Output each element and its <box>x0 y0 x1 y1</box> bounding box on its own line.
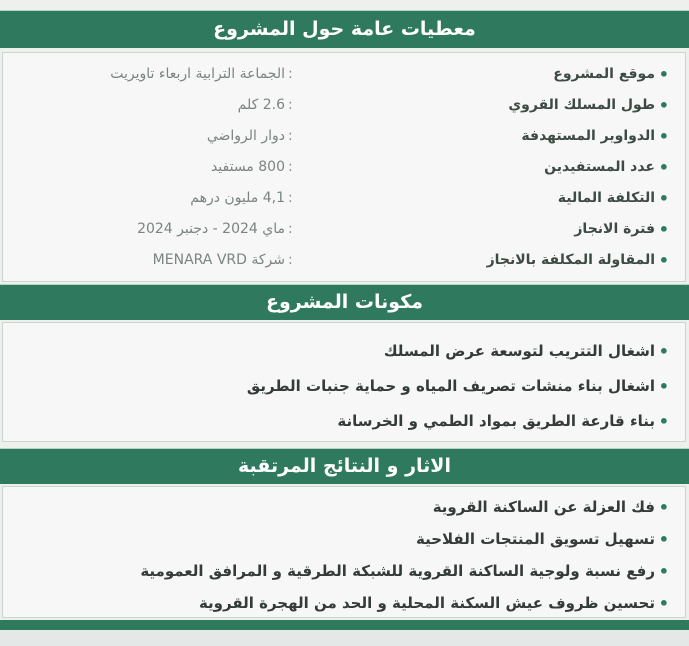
info-row-beneficiaries <box>3 152 685 182</box>
row-value: ماي 2024 - دجنبر 2024 <box>137 221 285 237</box>
bullet-icon: • <box>658 250 669 270</box>
list-item-text: اشغال بناء منشات تصريف المياه و حماية جنبات الطريق <box>246 377 655 395</box>
bullet-icon: • <box>658 157 669 177</box>
row-label: عدد المستفيدين <box>544 159 655 175</box>
bullet-icon: • <box>658 188 669 208</box>
list-item <box>3 370 685 402</box>
list-item <box>3 491 685 523</box>
impacts-header <box>0 448 689 484</box>
list-item <box>3 587 685 619</box>
info-row-location <box>3 59 685 89</box>
row-value: دوار الرواضي <box>206 128 285 144</box>
colon-separator: : <box>288 252 293 268</box>
row-label: المقاولة المكلفة بالانجاز <box>486 252 655 268</box>
bullet-icon: • <box>658 561 669 581</box>
row-label: موقع المشروع <box>553 66 655 82</box>
list-item-text: اشغال التتريب لتوسعة عرض المسلك <box>383 342 655 360</box>
colon-separator: : <box>288 159 293 175</box>
list-item <box>3 555 685 587</box>
list-item <box>3 405 685 437</box>
list-item-text: بناء قارعة الطريق بمواد الطمي و الخرسانة <box>337 412 655 430</box>
row-label: طول المسلك القروي <box>508 97 655 113</box>
list-item <box>3 335 685 367</box>
bullet-icon: • <box>658 411 669 431</box>
bullet-icon: • <box>658 593 669 613</box>
bottom-bar <box>0 620 689 630</box>
row-value: شركة MENARA VRD <box>152 252 285 268</box>
general-info-title: معطيات عامة حول المشروع <box>213 18 476 40</box>
info-row-contractor <box>3 245 685 275</box>
row-value: الجماعة الترابية اربعاء تاويريت <box>110 66 285 82</box>
row-label: فترة الانجاز <box>574 221 655 237</box>
row-value: 4,1 مليون درهم <box>190 190 285 206</box>
bullet-icon: • <box>658 95 669 115</box>
components-title: مكونات المشروع <box>265 291 424 313</box>
colon-separator: : <box>288 190 293 206</box>
row-label: الدواوير المستهدفة <box>521 128 655 144</box>
bullet-icon: • <box>658 341 669 361</box>
bullet-icon: • <box>658 64 669 84</box>
info-row-period <box>3 214 685 244</box>
impacts-panel <box>2 486 686 618</box>
row-label: التكلفة المالية <box>557 190 655 206</box>
row-value: 2.6 كلم <box>237 97 285 113</box>
list-item-text: رفع نسبة ولوجية الساكنة القروية للشبكة الطرقية و المرافق العمومية <box>140 562 655 580</box>
impacts-title: الاثار و النتائج المرتقبة <box>238 455 451 477</box>
bullet-icon: • <box>658 497 669 517</box>
list-item-text: فك العزلة عن الساكنة القروية <box>432 498 655 516</box>
colon-separator: : <box>288 221 293 237</box>
general-info-header <box>0 10 689 48</box>
info-row-villages <box>3 121 685 151</box>
bullet-icon: • <box>658 529 669 549</box>
info-row-length <box>3 90 685 120</box>
info-row-cost <box>3 183 685 213</box>
list-item <box>3 523 685 555</box>
colon-separator: : <box>288 66 293 82</box>
bottom-strip <box>0 630 689 646</box>
colon-separator: : <box>288 97 293 113</box>
list-item-text: تسهيل تسويق المنتجات الفلاحية <box>415 530 655 548</box>
general-info-panel <box>2 52 686 282</box>
components-header <box>0 284 689 320</box>
bullet-icon: • <box>658 376 669 396</box>
row-value: 800 مستفيد <box>210 159 285 175</box>
bullet-icon: • <box>658 126 669 146</box>
list-item-text: تحسين ظروف عيش السكنة المحلية و الحد من الهجرة القروية <box>198 594 655 612</box>
colon-separator: : <box>288 128 293 144</box>
components-panel <box>2 322 686 442</box>
bullet-icon: • <box>658 219 669 239</box>
